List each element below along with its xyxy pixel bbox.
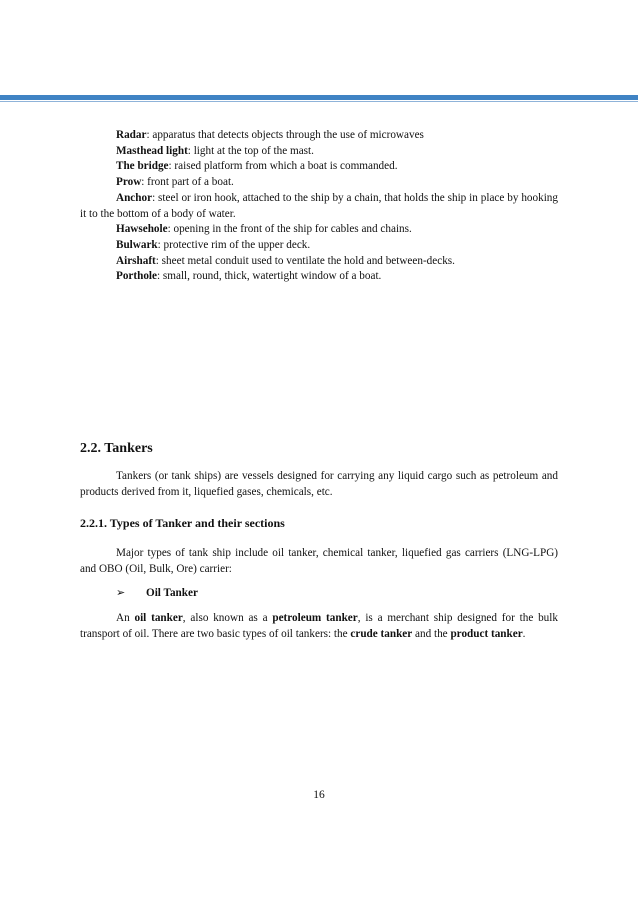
definition-text: : light at the top of the mast. bbox=[187, 144, 314, 157]
definition-text: : raised platform from which a boat is commanded. bbox=[168, 160, 398, 173]
page-number: 16 bbox=[313, 789, 325, 801]
header-rule bbox=[0, 95, 638, 100]
term-radar: Radar bbox=[116, 129, 147, 141]
definition-text: : front part of a boat. bbox=[141, 176, 234, 189]
definition-anchor bbox=[80, 191, 558, 222]
term-masthead-light: Masthead light bbox=[116, 144, 188, 157]
oil-tanker-paragraph bbox=[80, 610, 558, 642]
definition-radar bbox=[80, 128, 558, 144]
definition-text: : apparatus that detects objects through the use of microwaves bbox=[146, 129, 424, 141]
definitions-list bbox=[80, 128, 558, 285]
definition-the-bridge bbox=[80, 159, 558, 175]
term-hawsehole: Hawsehole bbox=[116, 223, 168, 236]
definition-text: : steel or iron hook, attached to the ship by a chain, that holds the ship in place by hooking it to the bottom of a body of water. bbox=[80, 191, 558, 220]
term-anchor: Anchor bbox=[116, 191, 153, 204]
definition-masthead-light bbox=[80, 144, 558, 160]
oil-tanker-text: , is a merchant ship designed for the bulk transport of oil. There are two basic types of oil tankers: the bbox=[80, 612, 558, 640]
definition-prow bbox=[80, 175, 558, 191]
definition-text: : sheet metal conduit used to ventilate the hold and between-decks. bbox=[155, 254, 455, 267]
term-bulwark: Bulwark bbox=[116, 238, 158, 251]
term-prow: Prow bbox=[116, 176, 142, 189]
bold-product-tanker: product tanker bbox=[450, 628, 523, 640]
header-rule-thin bbox=[0, 101, 638, 102]
oil-tanker-text: . bbox=[522, 628, 526, 640]
term-porthole: Porthole bbox=[116, 270, 158, 283]
bold-crude-tanker: crude tanker bbox=[350, 628, 413, 640]
term-the-bridge: The bridge bbox=[116, 160, 169, 173]
arrow-bullet-icon: ➢ bbox=[116, 587, 126, 599]
types-intro-paragraph: Major types of tank ship include oil tanker, chemical tanker, liquefied gas carriers (LNG-LPG) and OBO (Oil, Bulk, Ore) carrier: bbox=[80, 547, 558, 575]
section-heading-tankers: 2.2. Tankers bbox=[80, 441, 153, 456]
oil-tanker-text: and the bbox=[412, 628, 451, 640]
definition-text: : opening in the front of the ship for cables and chains. bbox=[167, 223, 412, 236]
definition-text: : protective rim of the upper deck. bbox=[157, 238, 311, 251]
bold-petroleum-tanker: petroleum tanker bbox=[272, 612, 358, 624]
bullet-label: Oil Tanker bbox=[146, 587, 198, 599]
term-airshaft: Airshaft bbox=[116, 254, 156, 267]
bold-oil-tanker: oil tanker bbox=[134, 612, 183, 624]
oil-tanker-text: An bbox=[116, 612, 135, 624]
definition-bulwark bbox=[80, 238, 558, 254]
tankers-intro-paragraph: Tankers (or tank ships) are vessels designed for carrying any liquid cargo such as petroleum and products derived from it, liquefied gases, chemicals, etc. bbox=[80, 470, 558, 498]
definition-porthole bbox=[80, 269, 558, 285]
bullet-oil-tanker bbox=[116, 585, 198, 601]
definition-airshaft bbox=[80, 254, 558, 270]
subsection-heading-types: 2.2.1. Types of Tanker and their sections bbox=[80, 516, 285, 530]
definition-text: : small, round, thick, watertight window of a boat. bbox=[157, 270, 382, 283]
oil-tanker-text: , also known as a bbox=[182, 612, 273, 624]
definition-hawsehole bbox=[80, 222, 558, 238]
